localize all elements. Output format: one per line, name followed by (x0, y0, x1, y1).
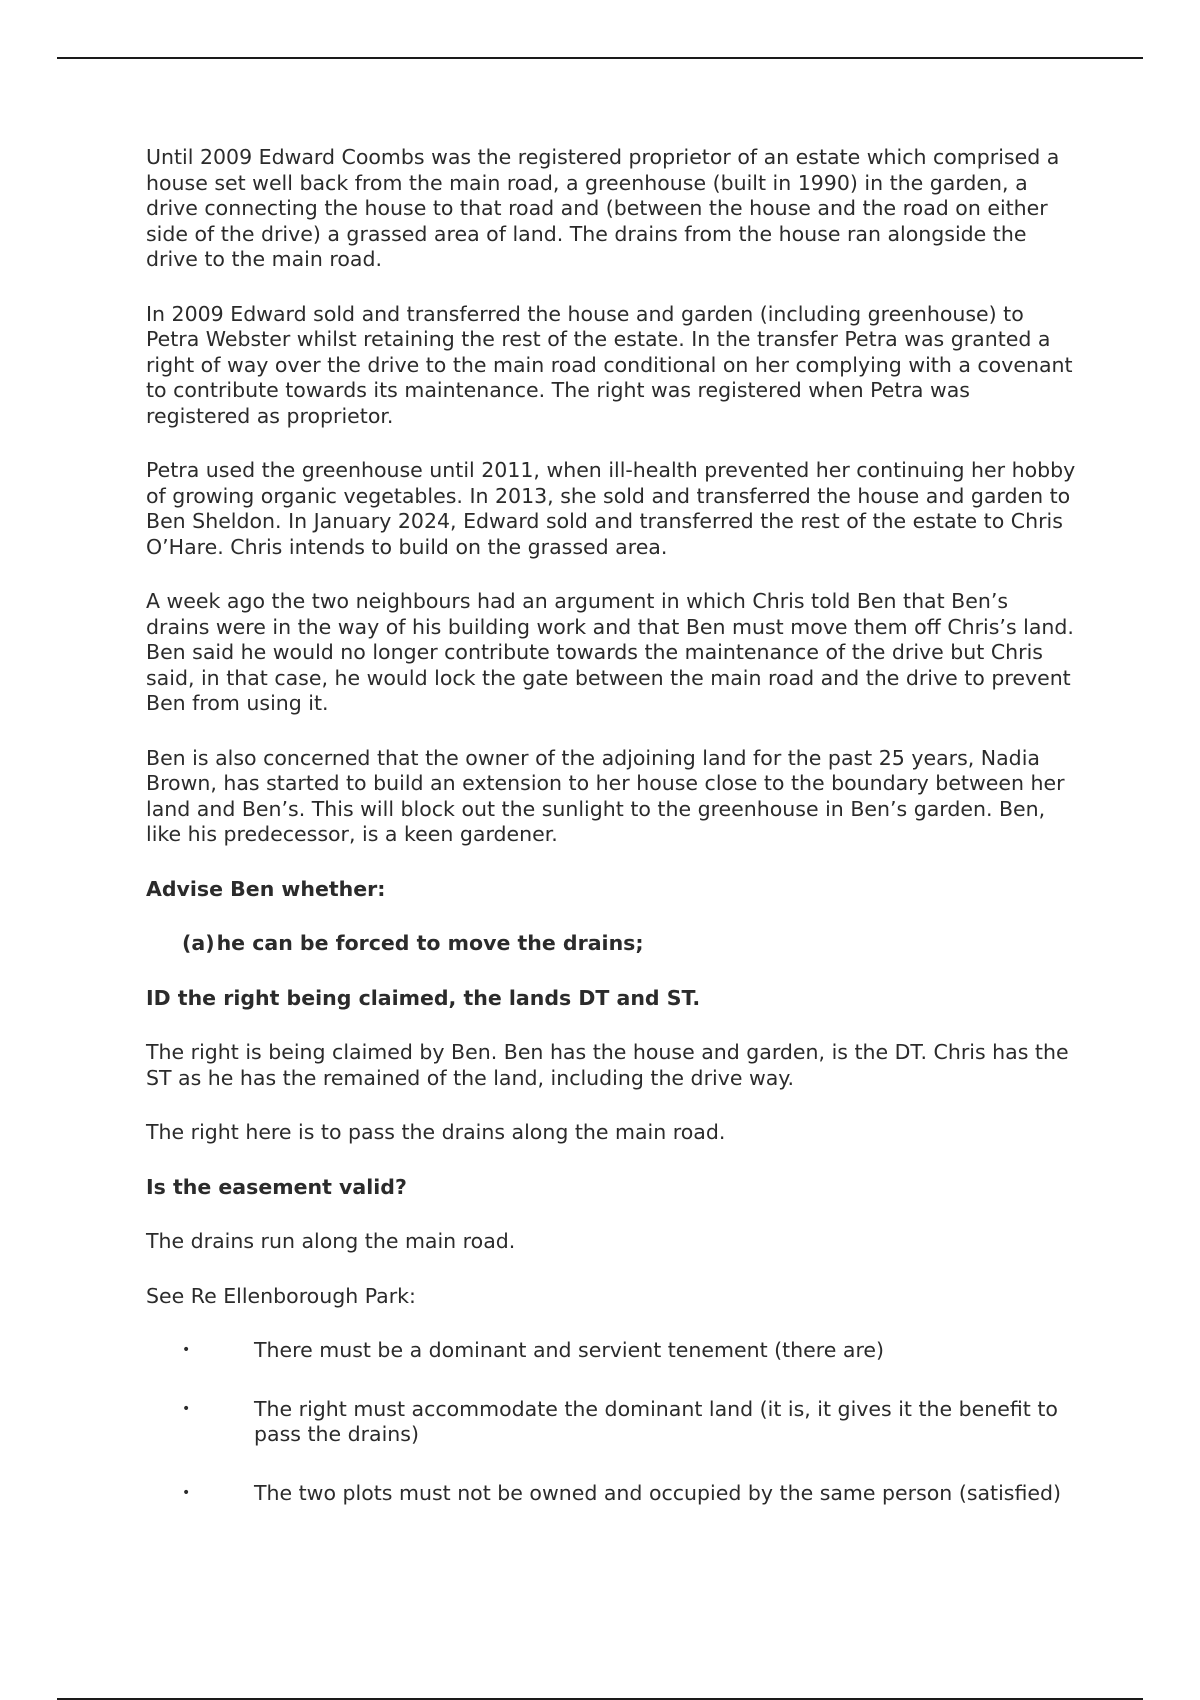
bullet-icon: • (182, 1400, 191, 1417)
sub-question-marker: (a) (182, 931, 215, 955)
fact-paragraph-3: Petra used the greenhouse until 2011, when ill-health prevented her continuing her hobby of growing organic vegetables. In 2013, she sold and transferred the house and garden to Ben Sheldon. In January 2024, Edward sold and transferred the rest of the estate to Chris O’Hare. Chris intends to build on the grassed area. (146, 458, 1076, 559)
fact-paragraph-4: A week ago the two neighbours had an argument in which Chris told Ben that Ben’s drains were in the way of his building work and that Ben must move them off Chris’s land. Ben said he would no longer contribute towards the maintenance of the drive but Chris said, in that case, he would lock the gate between the main road and the drive to prevent Ben from using it. (146, 589, 1074, 715)
sub-question-text: he can be forced to move the drains; (216, 931, 644, 955)
requirements-list (146, 1338, 1076, 1506)
list-item (146, 1338, 1076, 1364)
top-rule (57, 57, 1143, 59)
valid-heading: Is the easement valid? (146, 1174, 407, 1199)
identify-heading: ID the right being claimed, the lands DT and ST. (146, 985, 701, 1010)
bullet-icon: • (182, 1342, 191, 1358)
valid-paragraph-1: The drains run along the main road. (146, 1229, 516, 1253)
fact-paragraph-2: In 2009 Edward sold and transferred the house and garden (including greenhouse) to Petra Webster whilst retaining the rest of the estate. In the transfer Petra was granted a right of way over the drive to the main road conditional on her complying with a covenant to contribute towards its maintenance. The right was registered when Petra was registered as proprietor. (146, 301, 1073, 428)
list-item-text: There must be a dominant and servient tenement (there are) (254, 1338, 885, 1362)
answer-paragraph-1: The right is being claimed by Ben. Ben has the house and garden, is the DT. Chris has the ST as he has the remained of the land, including the drive way. (146, 1040, 1069, 1090)
list-item-text: The two plots must not be owned and occupied by the same person (satisfied) (254, 1480, 1062, 1505)
question-heading: Advise Ben whether: (146, 876, 386, 901)
list-item-text: The right must accommodate the dominant land (it is, it gives it the benefit to pass the drains) (254, 1396, 1058, 1446)
valid-paragraph-2: See Re Ellenborough Park: (146, 1283, 416, 1308)
sub-question-a (182, 931, 1076, 957)
list-item (146, 1481, 1076, 1507)
fact-paragraph-1: Until 2009 Edward Coombs was the registered proprietor of an estate which comprised a house set well back from the main road, a greenhouse (built in 1990) in the garden, a drive connecting the house to that road and (between the house and the road on either side of the drive) a grassed area of land. The drains from the house ran alongside the drive to the main road. (146, 145, 1060, 271)
document-body (146, 145, 1076, 1539)
list-item (146, 1397, 1076, 1448)
bullet-icon: • (182, 1484, 191, 1501)
fact-paragraph-5: Ben is also concerned that the owner of the adjoining land for the past 25 years, Nadia Brown, has started to build an extension to her house close to the boundary between her land and Ben’s. This will block out the sunlight to the greenhouse in Ben’s garden. Ben, like his predecessor, is a keen gardener. (146, 745, 1065, 846)
answer-paragraph-2: The right here is to pass the drains along the main road. (146, 1120, 726, 1144)
